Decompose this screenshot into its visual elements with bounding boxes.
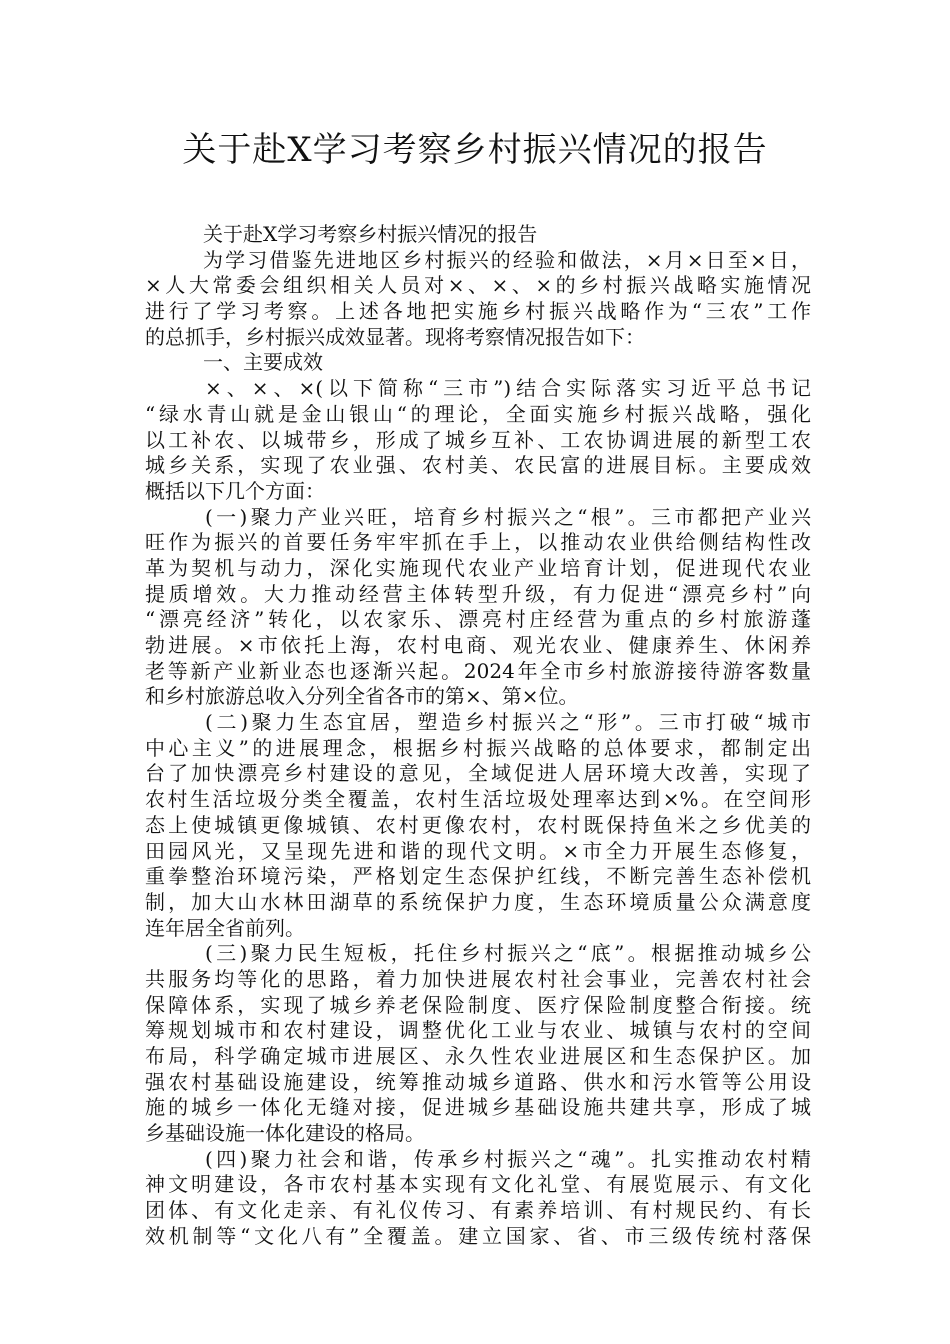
document-title: 关于赴X学习考察乡村振兴情况的报告	[182, 130, 768, 170]
text-line: 革为契机与动力，深化实施现代农业产业培育计划，促进现代农业	[145, 555, 811, 580]
text-line: 神文明建设，各市农村基本实现有文化礼堂、有展览展示、有文化	[145, 1172, 811, 1197]
text-line: 乡基础设施一体化建设的格局。	[145, 1121, 425, 1146]
text-line: 施的城乡一体化无缝对接，促进城乡基础设施共建共享，形成了城	[145, 1095, 811, 1120]
text-line: 田园风光，又呈现先进和谐的现代文明。×市全力开展生态修复，	[145, 838, 811, 863]
text-line: 提质增效。大力推动经营主体转型升级，有力促进“漂亮乡村”向	[145, 581, 811, 606]
text-line: 进行了学习考察。上述各地把实施乡村振兴战略作为“三农”工作	[145, 299, 811, 324]
text-line: 筹规划城市和农村建设，调整优化工业与农业、城镇与农村的空间	[145, 1018, 811, 1043]
text-line: 连年居全省前列。	[145, 915, 305, 940]
text-line: 台了加快漂亮乡村建设的意见，全域促进人居环境大改善，实现了	[145, 761, 811, 786]
text-line: 一、主要成效	[203, 350, 323, 375]
text-line: (四)聚力社会和谐，传承乡村振兴之“魂”。扎实推动农村精	[205, 1146, 811, 1171]
text-line: 强农村基础设施建设，统筹推动城乡道路、供水和污水管等公用设	[145, 1069, 811, 1094]
document-body	[145, 222, 811, 1250]
text-line: 的总抓手，乡村振兴成效显著。现将考察情况报告如下：	[145, 324, 645, 349]
text-line: 概括以下几个方面：	[145, 478, 325, 503]
text-line: (二)聚力生态宜居，塑造乡村振兴之“形”。三市打破“城市	[205, 710, 811, 735]
text-line: 团体、有文化走亲、有礼仪传习、有素养培训、有村规民约、有长	[145, 1198, 811, 1223]
text-line: ×人大常委会组织相关人员对×、×、×的乡村振兴战略实施情况	[145, 273, 811, 298]
text-line: 城乡关系，实现了农业强、农村美、农民富的进展目标。主要成效	[145, 453, 811, 478]
text-line: “绿水青山就是金山银山“的理论，全面实施乡村振兴战略，强化	[145, 401, 811, 426]
text-line: 效机制等“文化八有”全覆盖。建立国家、省、市三级传统村落保	[145, 1223, 811, 1248]
text-line: 以工补农、以城带乡，形成了城乡互补、工农协调进展的新型工农	[145, 427, 811, 452]
text-line: ×、×、×(以下简称“三市”)结合实际落实习近平总书记	[205, 376, 811, 401]
text-line: 农村生活垃圾分类全覆盖，农村生活垃圾处理率达到×%。在空间形	[145, 787, 811, 812]
text-line: (三)聚力民生短板，托住乡村振兴之“底”。根据推动城乡公	[205, 941, 811, 966]
text-line: 勃进展。×市依托上海，农村电商、观光农业、健康养生、休闲养	[145, 633, 811, 657]
text-line: 共服务均等化的思路，着力加快进展农村社会事业，完善农村社会	[145, 966, 811, 991]
text-line: 态上使城镇更像城镇、农村更像农村，农村既保持鱼米之乡优美的	[145, 812, 811, 837]
text-line: 布局，科学确定城市进展区、永久性农业进展区和生态保护区。加	[145, 1044, 811, 1068]
text-line: 老等新产业新业态也逐渐兴起。2024年全市乡村旅游接待游客数量	[145, 658, 811, 683]
text-line: 关于赴X学习考察乡村振兴情况的报告	[203, 222, 538, 246]
text-line: 旺作为振兴的首要任务牢牢抓在手上，以推动农业供给侧结构性改	[145, 530, 811, 555]
text-line: 制，加大山水林田湖草的系统保护力度，生态环境质量公众满意度	[145, 889, 811, 914]
text-line: 和乡村旅游总收入分列全省各市的第×、第×位。	[145, 684, 579, 709]
text-line: 重拳整治环境污染，严格划定生态保护红线，不断完善生态补偿机	[145, 864, 811, 889]
text-line: 保障体系，实现了城乡养老保险制度、医疗保险制度整合衔接。统	[145, 992, 811, 1017]
text-line: 为学习借鉴先进地区乡村振兴的经验和做法，×月×日至×日，	[203, 247, 811, 272]
text-line: 中心主义”的进展理念，根据乡村振兴战略的总体要求，都制定出	[145, 735, 811, 760]
text-line: (一)聚力产业兴旺，培育乡村振兴之“根”。三市都把产业兴	[205, 504, 811, 529]
text-line: “漂亮经济”转化，以农家乐、漂亮村庄经营为重点的乡村旅游蓬	[145, 607, 811, 632]
